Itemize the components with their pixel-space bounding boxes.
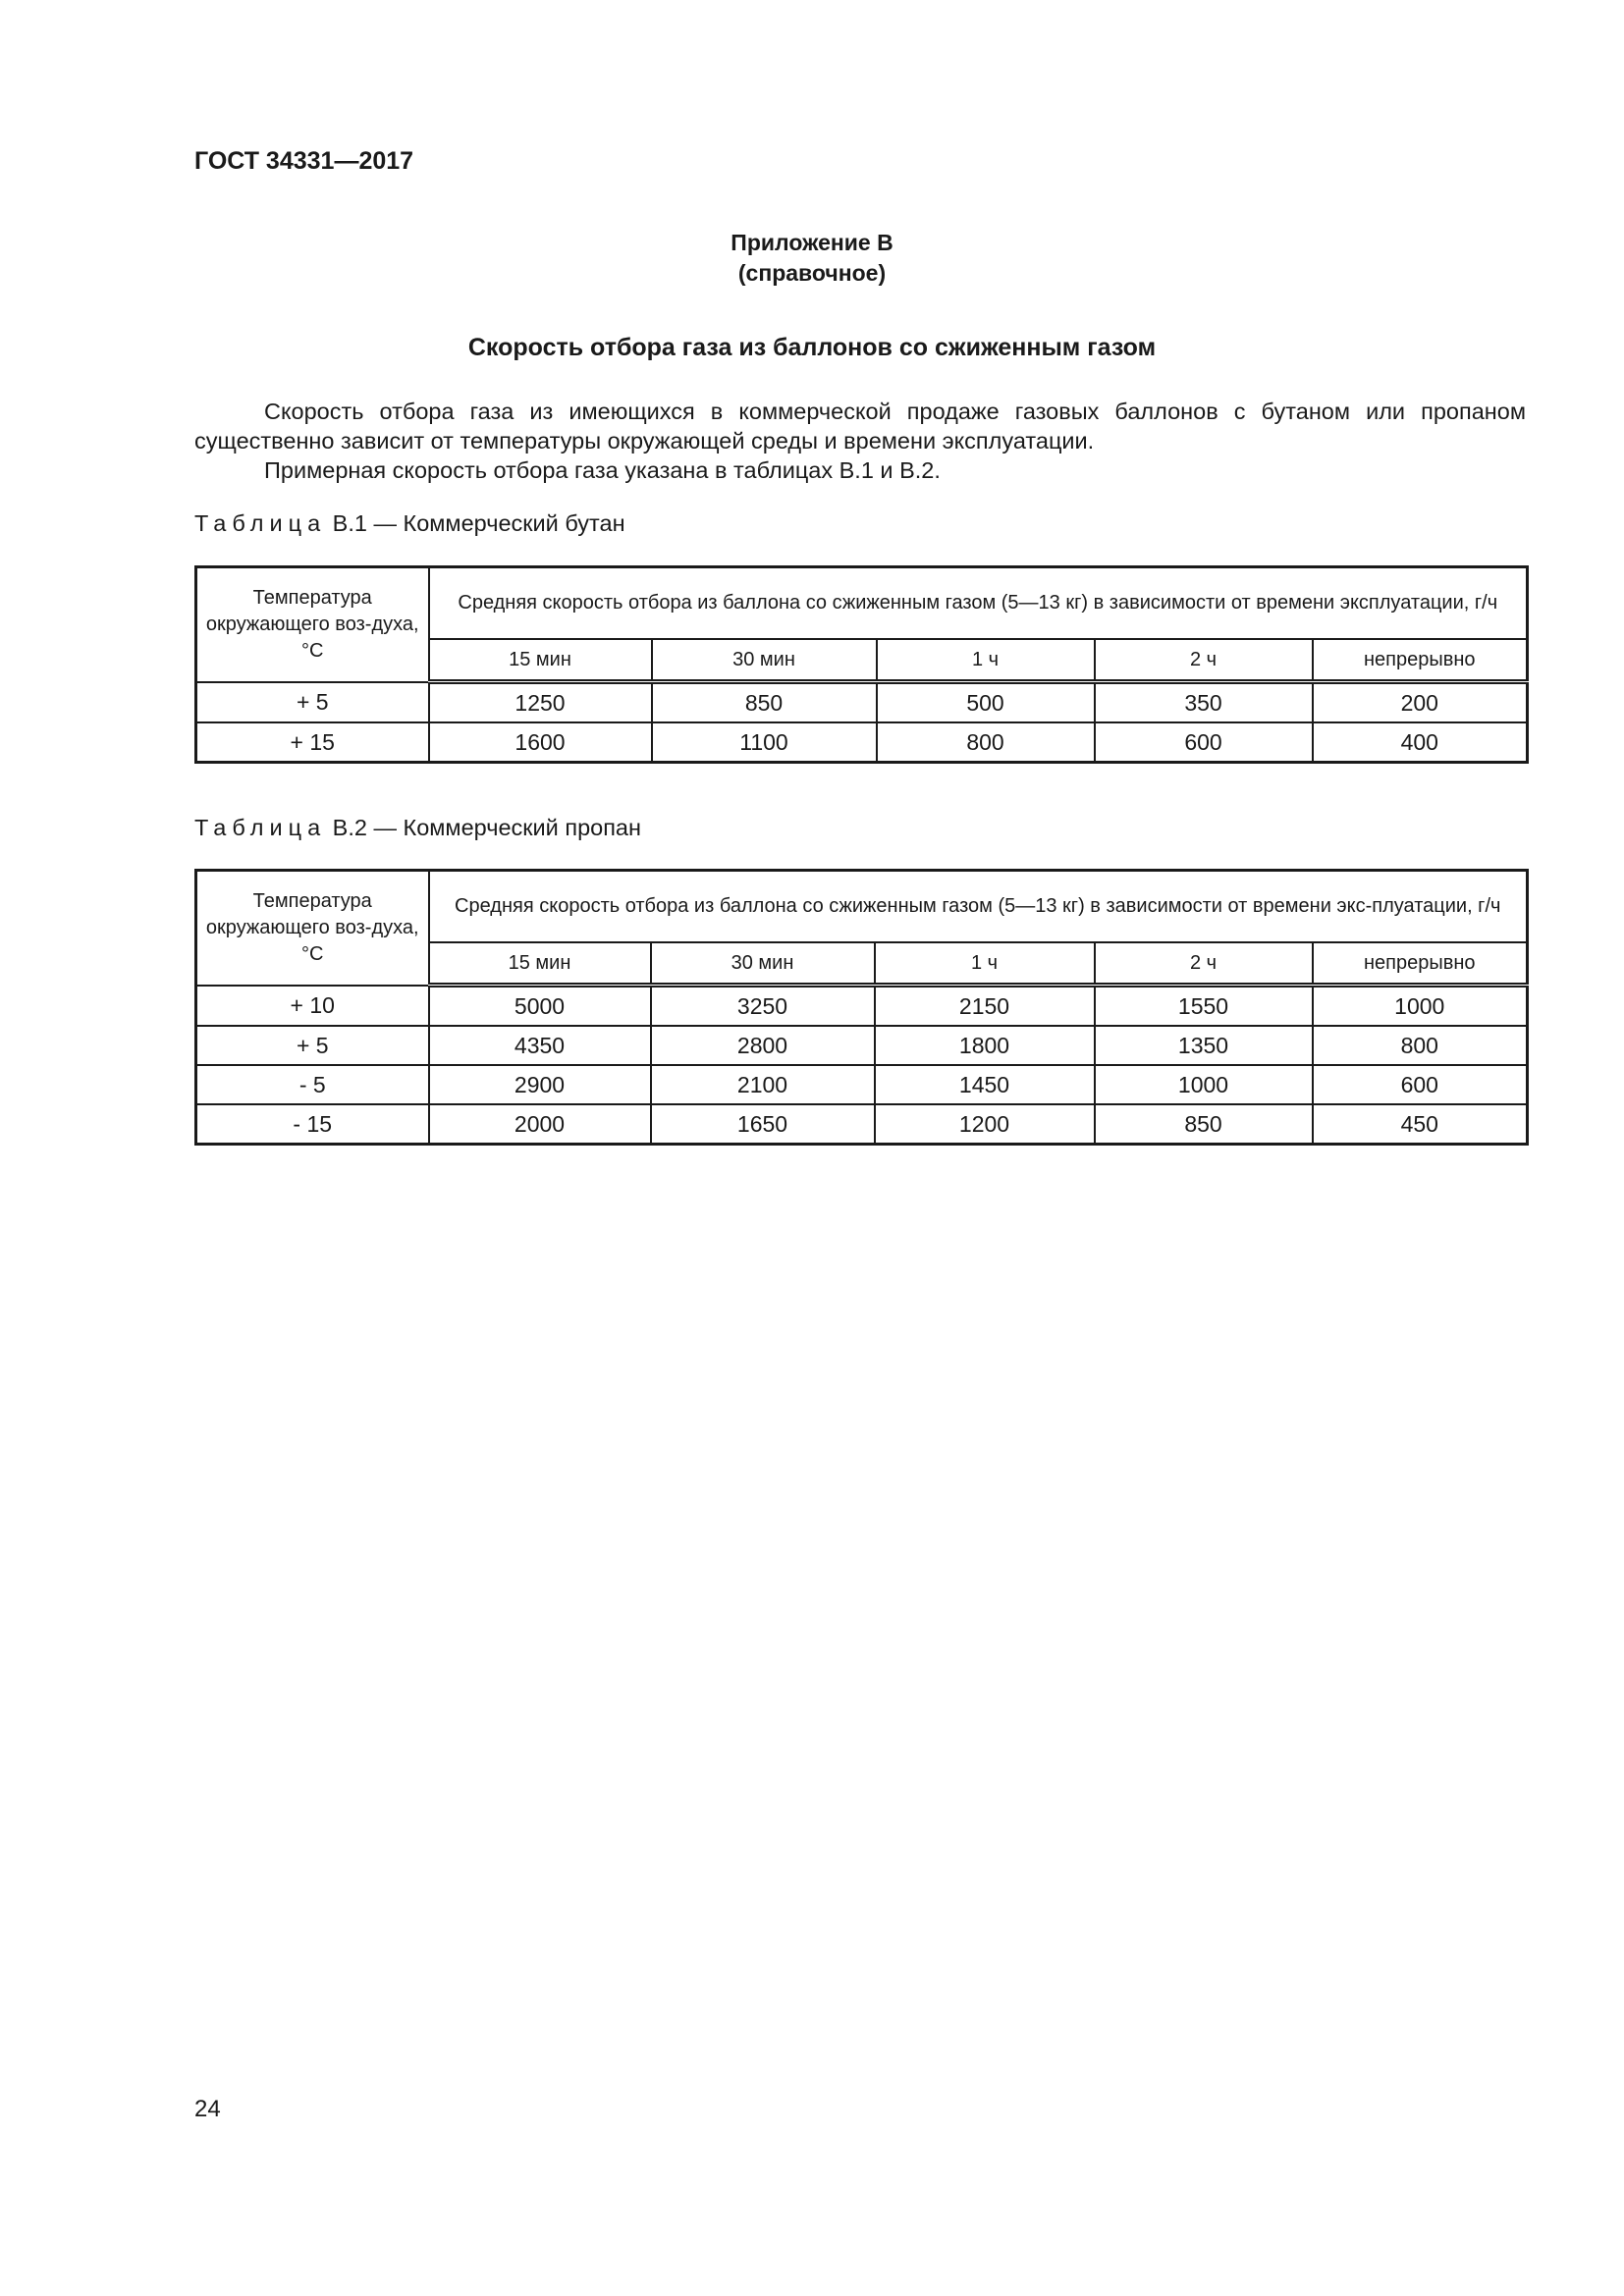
table-cell: 1100 — [652, 722, 877, 763]
paragraph: Примерная скорость отбора газа указана в таблицах В.1 и В.2. — [264, 457, 941, 483]
table-caption — [194, 815, 641, 841]
table-cell: - 5 — [196, 1065, 429, 1104]
header-temperature: Температура окружающего воз-духа, °С — [196, 871, 429, 986]
column-header: 15 мин — [429, 942, 651, 986]
table-row — [196, 722, 1528, 763]
table-cell: 800 — [1313, 1026, 1528, 1065]
column-header: непрерывно — [1313, 942, 1528, 986]
column-header: 2 ч — [1095, 639, 1313, 682]
table-cell: 1800 — [875, 1026, 1095, 1065]
table-cell: 850 — [652, 682, 877, 723]
table-cell: 600 — [1313, 1065, 1528, 1104]
table-caption-text: В.2 — Коммерческий пропан — [326, 815, 641, 840]
section-title: Скорость отбора газа из баллонов со сжиженным газом — [467, 334, 1157, 361]
header-average-rate: Средняя скорость отбора из баллона со сжиженным газом (5—13 кг) в зависимости от времени эксплуатации, г/ч — [429, 567, 1528, 640]
table-row — [196, 986, 1528, 1027]
table-cell: 1600 — [429, 722, 652, 763]
column-header: 15 мин — [429, 639, 652, 682]
table-cell: 2800 — [651, 1026, 875, 1065]
table-cell: 1200 — [875, 1104, 1095, 1145]
table-caption — [194, 510, 625, 537]
column-header: 30 мин — [652, 639, 877, 682]
table-row — [196, 682, 1528, 723]
column-header: 1 ч — [877, 639, 1095, 682]
table-cell: 800 — [877, 722, 1095, 763]
table-cell: 1350 — [1095, 1026, 1313, 1065]
table-cell: + 10 — [196, 986, 429, 1027]
table-row — [196, 1104, 1528, 1145]
table-cell: 500 — [877, 682, 1095, 723]
column-header: непрерывно — [1313, 639, 1528, 682]
table-cell: 850 — [1095, 1104, 1313, 1145]
table-cell: 450 — [1313, 1104, 1528, 1145]
paragraph: Скорость отбора газа из имеющихся в коммерческой продаже газовых баллонов с бутаном или пропаном существенно зависит от температуры окружающей среды и времени эксплуатации. — [194, 399, 1526, 454]
table-cell: 1250 — [429, 682, 652, 723]
table-caption-text: В.1 — Коммерческий бутан — [326, 510, 625, 536]
table-cell: 1000 — [1095, 1065, 1313, 1104]
table-cell: 400 — [1313, 722, 1528, 763]
table-row — [196, 1065, 1528, 1104]
table-cell: + 5 — [196, 682, 429, 723]
table-caption-prefix: Таблица — [194, 510, 327, 536]
table-cell: - 15 — [196, 1104, 429, 1145]
table-row — [196, 1026, 1528, 1065]
column-header: 2 ч — [1095, 942, 1313, 986]
table-cell: 2100 — [651, 1065, 875, 1104]
appendix-type: (справочное) — [737, 260, 887, 286]
table-caption-prefix: Таблица — [194, 815, 327, 840]
table-propane — [194, 869, 1529, 1146]
table-cell: 3250 — [651, 986, 875, 1027]
appendix-title: Приложение В — [731, 230, 893, 255]
table-cell: 1550 — [1095, 986, 1313, 1027]
page-number: 24 — [194, 2096, 221, 2122]
table-cell: + 15 — [196, 722, 429, 763]
table-cell: 1650 — [651, 1104, 875, 1145]
table-cell: 2150 — [875, 986, 1095, 1027]
document-header: ГОСТ 34331—2017 — [194, 147, 414, 175]
table-cell: + 5 — [196, 1026, 429, 1065]
table-cell: 2000 — [429, 1104, 651, 1145]
table-butane — [194, 565, 1529, 764]
table-cell: 1000 — [1313, 986, 1528, 1027]
column-header: 1 ч — [875, 942, 1095, 986]
table-cell: 600 — [1095, 722, 1313, 763]
column-header: 30 мин — [651, 942, 875, 986]
table-cell: 1450 — [875, 1065, 1095, 1104]
table-cell: 5000 — [429, 986, 651, 1027]
table-cell: 4350 — [429, 1026, 651, 1065]
appendix-heading — [0, 228, 1624, 289]
table-cell: 350 — [1095, 682, 1313, 723]
table-cell: 200 — [1313, 682, 1528, 723]
header-average-rate: Средняя скорость отбора из баллона со сжиженным газом (5—13 кг) в зависимости от времени экс-плуатации, г/ч — [429, 871, 1528, 943]
header-temperature: Температура окружающего воз-духа, °С — [196, 567, 429, 682]
body-text — [194, 397, 1526, 485]
table-cell: 2900 — [429, 1065, 651, 1104]
